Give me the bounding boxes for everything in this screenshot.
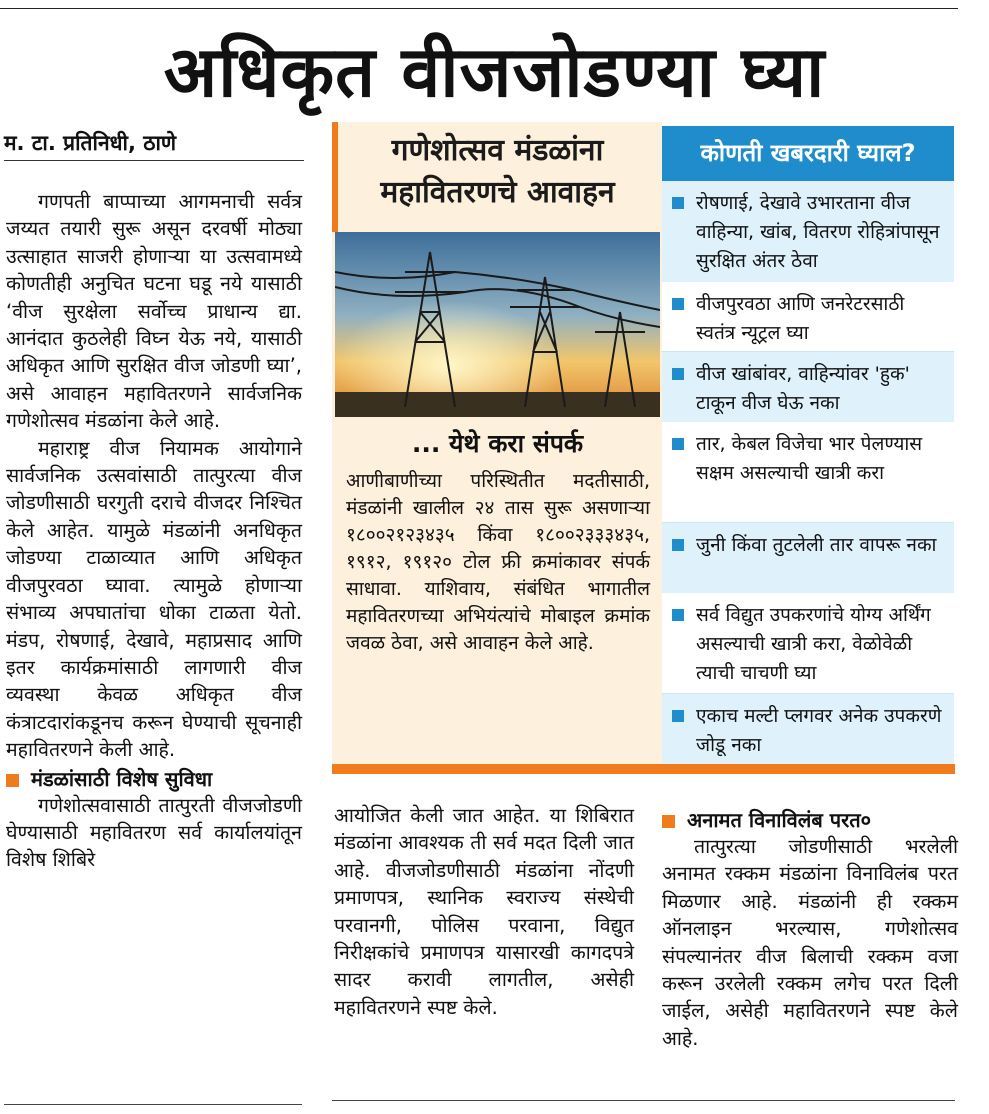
column-2 xyxy=(334,802,634,1021)
center-box-title xyxy=(340,130,655,214)
col1-paragraph-1: गणपती बाप्पाच्या आगमनाची सर्वत्र जय्यत तयारी सुरू असून दरवर्षी मोठ्या उत्साहात साजरी होणाऱ्या या उत्सवामध्ये कोणतीही अनुचित घटना घडू नये यासाठी ‘वीज सुरक्षेला सर्वोच्च प्राधान्य द्या. आनंदात कुठलेही विघ्न येऊ नये, यासाठी अधिकृत आणि सुरक्षित वीज जोडणी घ्या’, असे आवाहन महावितरणने सार्वजनिक गणेशोत्सव मंडळांना केले आहे. xyxy=(6,190,302,433)
blue-bullet-icon xyxy=(672,438,684,450)
tip-item xyxy=(662,282,954,352)
col3-paragraph: तात्पुरत्या जोडणीसाठी भरलेली अनामत रक्कम मंडळांना विनाविलंब परत मिळणार आहे. मंडळांनी ही रक्कम ऑनलाइन भरल्यास, गणेशोत्सव संपल्यानंतर वीज बिलाची रक्कम वजा करून उरलेली रक्कम लगेच परत दिली जाईल, असेही महावितरणने स्पष्ट केले आहे. xyxy=(662,835,958,1050)
col1-subhead xyxy=(6,766,302,792)
tip-text: सर्व विद्युत उपकरणांचे योग्य अर्थिंग असल्याची खात्री करा, वेळोवेळी त्याची चाचणी घ्या xyxy=(696,604,931,684)
tip-text: एकाच मल्टी प्लगवर अनेक उपकरणे जोडू नका xyxy=(696,705,942,756)
tip-item xyxy=(662,422,954,523)
headline: अधिकृत वीजजोडण्या घ्या xyxy=(163,31,826,113)
tip-text: रोषणाई, देखावे उभारताना वीज वाहिन्या, खांब, वितरण रोहित्रांपासून सुरक्षित अंतर ठेवा xyxy=(696,192,940,272)
col1-bottom-rule xyxy=(4,1104,302,1105)
col3-subhead xyxy=(662,807,958,833)
col1-subhead-text: मंडळांसाठी विशेष सुविधा xyxy=(31,766,213,791)
orange-bullet-icon xyxy=(6,774,19,787)
blue-bullet-icon xyxy=(672,197,684,209)
blue-bullet-icon xyxy=(672,710,684,722)
orange-bullet-icon xyxy=(662,815,675,828)
tip-item xyxy=(662,593,954,694)
tip-text: तार, केबल विजेचा भार पेलण्यास सक्षम असल्याची खात्री करा xyxy=(696,433,923,484)
tip-item xyxy=(662,523,954,593)
column-3 xyxy=(662,805,958,1052)
byline: म. टा. प्रतिनिधी, ठाणे xyxy=(4,126,304,161)
center-box-accent-bar xyxy=(332,122,338,232)
column-1 xyxy=(6,188,302,874)
box-bottom-bar xyxy=(332,764,955,774)
tip-text: जुनी किंवा तुटलेली तार वापरू नका xyxy=(696,534,937,556)
top-rule xyxy=(0,8,958,9)
col1-paragraph-3: गणेशोत्सवासाठी तात्पुरती वीजजोडणी घेण्यासाठी महावितरण सर्व कार्यालयांतून विशेष शिबिरे xyxy=(6,793,302,872)
blue-bullet-icon xyxy=(672,539,684,551)
tips-title: कोणती खबरदारी घ्याल? xyxy=(662,126,954,181)
blue-bullet-icon xyxy=(672,298,684,310)
center-title-line-2: महावितरणचे आवाहन xyxy=(380,175,615,210)
center-title-line-1: गणेशोत्सव मंडळांना xyxy=(391,133,604,168)
tip-text: वीज खांबांवर, वाहिन्यांवर 'हुक' टाकून वीज घेऊ नका xyxy=(696,363,910,414)
tip-item xyxy=(662,181,954,282)
contact-body: आणीबाणीच्या परिस्थितीत मदतीसाठी, मंडळांनी खालील २४ तास सुरू असणाऱ्या १८००२१२३४३५ किंवा १८००२३३३४३५, १९१२, १९१२० टोल फ्री क्रमांकावर संपर्क साधावा. याशिवाय, संबंधित भागातील महावितरणच्या अभियंत्यांचे मोबाइल क्रमांक जवळ ठेवा, असे आवाहन केले आहे. xyxy=(346,470,650,654)
power-tower-photo xyxy=(335,232,660,417)
tip-text: वीजपुरवठा आणि जनरेटरसाठी स्वतंत्र न्यूट्रल घ्या xyxy=(696,293,905,344)
contact-title: ... येथे करा संपर्क xyxy=(411,429,584,458)
blue-bullet-icon xyxy=(672,368,684,380)
col1-paragraph-2: महाराष्ट्र वीज नियामक आयोगाने सार्वजनिक उत्सवांसाठी तात्पुरत्या वीज जोडणीसाठी घरगुती दराचे वीजदर निश्चित केले आहेत. यामुळे मंडळांनी अनधिकृत जोडण्या टाळाव्यात आणि अधिकृत वीजपुरवठा घ्यावा. त्यामुळे होणाऱ्या संभाव्य अपघातांचा धोका टाळता येतो. मंडप, रोषणाई, देखावे, महाप्रसाद आणि इतर कार्यक्रमांसाठी लागणारी वीज व्यवस्था केवळ अधिकृत वीज कंत्राटदारांकडूनच करून घेण्याची सूचनाही महावितरणने केली आहे. xyxy=(6,436,302,762)
col3-subhead-text: अनामत विनाविलंब परत० xyxy=(687,808,872,832)
col2-paragraph: आयोजित केली जात आहेत. या शिबिरात मंडळांना आवश्यक ती सर्व मदत दिली जात आहे. वीजजोडणीसाठी मंडळांना नोंदणी प्रमाणपत्र, स्थानिक स्वराज्य संस्थेची परवानगी, पोलिस परवाना, विद्युत निरीक्षकांचे प्रमाणपत्र यासारखी कागदपत्रे सादर करावी लागतील, असेही महावितरणने स्पष्ट केले. xyxy=(334,804,634,1019)
blue-bullet-icon xyxy=(672,609,684,621)
tip-item xyxy=(662,694,954,764)
bottom-rule xyxy=(332,1100,955,1101)
tip-item xyxy=(662,352,954,422)
